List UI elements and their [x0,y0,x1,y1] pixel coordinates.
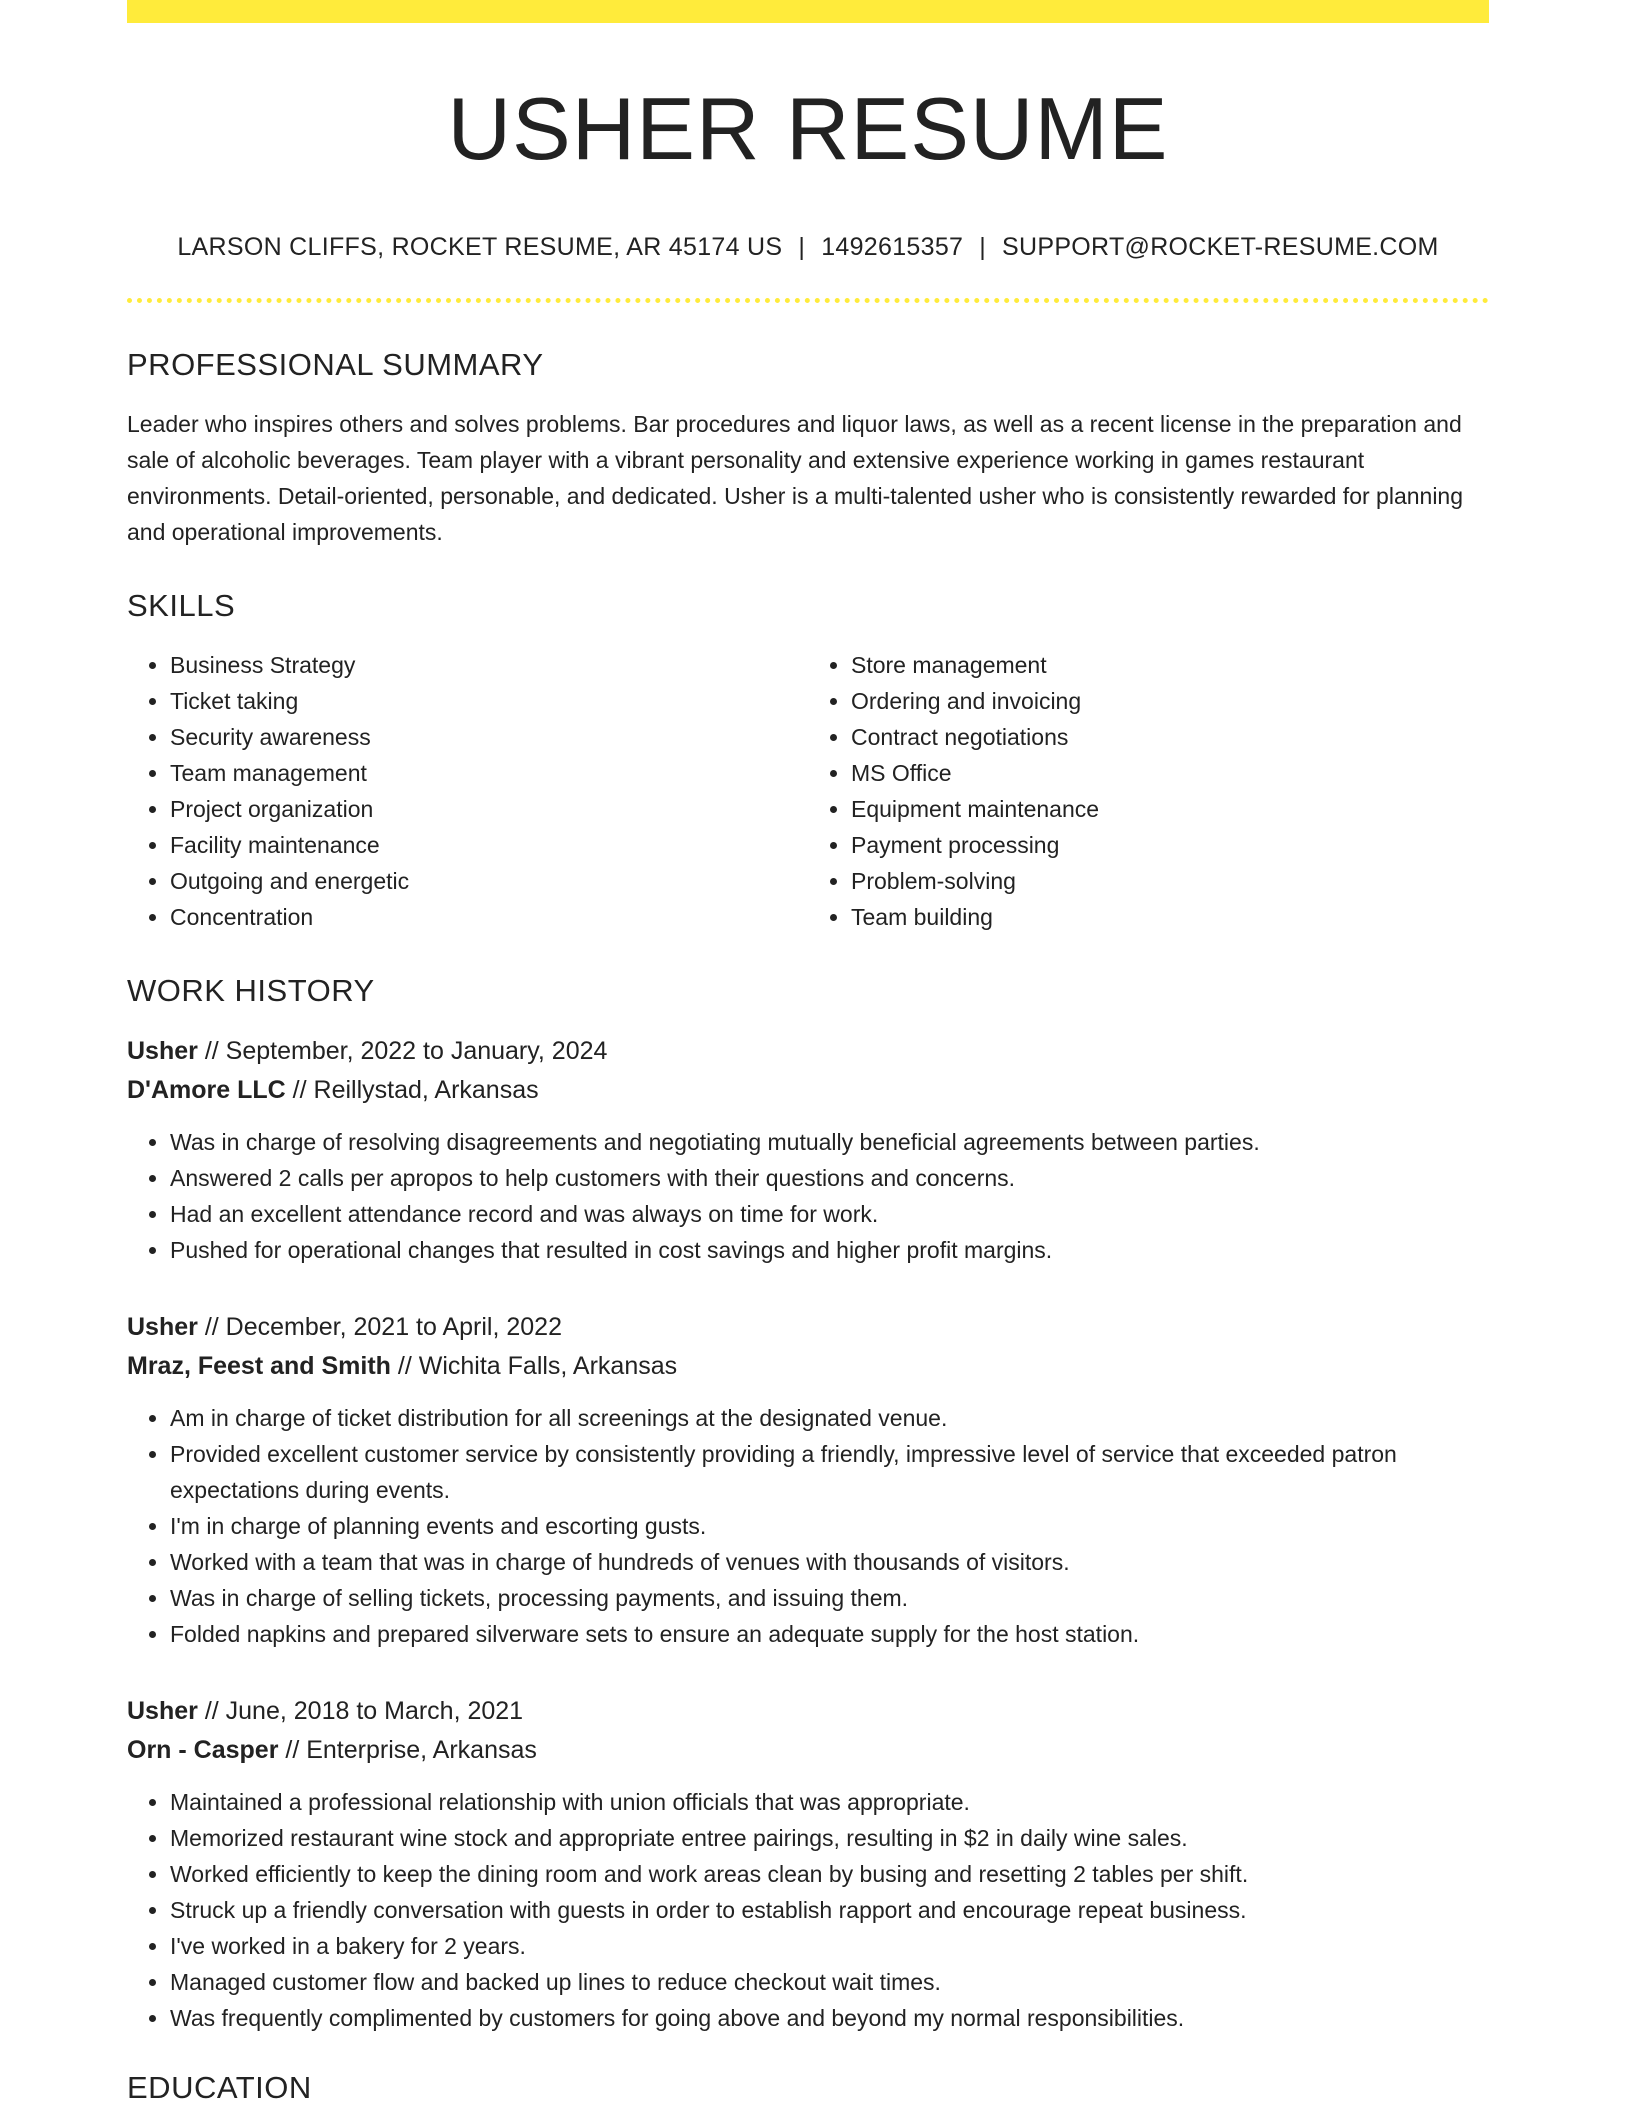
skill-item: • Team building [851,899,1489,935]
job-bullet: • Was frequently complimented by customers for going above and beyond my normal responsibilities. [170,2000,1489,2036]
skills-column-left [127,647,808,935]
job-bullet: • Maintained a professional relationship with union officials that was appropriate. [170,1784,1489,1820]
skills-heading: SKILLS [127,588,236,623]
job-role: Usher [127,1313,198,1341]
skill-item: • Payment processing [851,827,1489,863]
job-entry [127,1692,1489,2036]
contact-email: SUPPORT@ROCKET-RESUME.COM [1002,233,1439,261]
job-bullets [127,1400,1489,1652]
job-bullet: • Had an excellent attendance record and was always on time for work. [170,1196,1489,1232]
job-location: // Wichita Falls, Arkansas [390,1352,678,1380]
job-bullet: • Was in charge of selling tickets, processing payments, and issuing them. [170,1580,1489,1616]
job-bullet: • Am in charge of ticket distribution for all screenings at the designated venue. [170,1400,1489,1436]
job-company: Mraz, Feest and Smith [127,1352,391,1380]
job-company: Orn - Casper [127,1736,279,1764]
contact-separator: | [979,233,987,261]
skill-item: • Equipment maintenance [851,791,1489,827]
job-entry [127,1032,1489,1268]
skills-list [127,647,1489,935]
skill-item: • Outgoing and energetic [170,863,808,899]
skill-item: • MS Office [851,755,1489,791]
job-bullets [127,1784,1489,2036]
job-role: Usher [127,1037,198,1065]
job-bullet: • Worked efficiently to keep the dining room and work areas clean by busing and resetting 2 tables per shift. [170,1856,1489,1892]
skill-item: • Ticket taking [170,683,808,719]
dotted-divider [127,298,1489,303]
job-location: // Reillystad, Arkansas [285,1076,539,1104]
job-role-line [127,1032,1489,1071]
top-accent-bar [127,0,1489,23]
summary-text: Leader who inspires others and solves problems. Bar procedures and liquor laws, as well as a recent license in the preparation and sale of alcoholic beverages. Team player with a vibrant personality and extensive experience working in games restaurant environments. Detail-oriented, personable, and dedicated. Usher is a multi-talented usher who is consistently rewarded for planning and operational improvements. [127,411,1464,545]
job-bullet: • Managed customer flow and backed up lines to reduce checkout wait times. [170,1964,1489,2000]
work-history-heading: WORK HISTORY [127,973,375,1008]
skill-item: • Ordering and invoicing [851,683,1489,719]
job-bullet: • Folded napkins and prepared silverware sets to ensure an adequate supply for the host station. [170,1616,1489,1652]
skills-column-right [808,647,1489,935]
resume-page [127,0,1489,2103]
job-bullets [127,1124,1489,1268]
job-entry [127,1308,1489,1652]
job-role-line [127,1692,1489,1731]
job-bullet: • Memorized restaurant wine stock and appropriate entree pairings, resulting in $2 in daily wine sales. [170,1820,1489,1856]
skill-item: • Team management [170,755,808,791]
education-heading: EDUCATION [127,2070,312,2105]
contact-line [127,235,1489,260]
job-role-line [127,1308,1489,1347]
skill-item: • Facility maintenance [170,827,808,863]
job-dates: // June, 2018 to March, 2021 [197,1697,524,1725]
skill-item: • Project organization [170,791,808,827]
job-dates: // December, 2021 to April, 2022 [197,1313,562,1341]
contact-address: LARSON CLIFFS, ROCKET RESUME, AR 45174 US [177,233,783,261]
job-bullet: • Struck up a friendly conversation with guests in order to establish rapport and encourage repeat business. [170,1892,1489,1928]
job-company: D'Amore LLC [127,1076,286,1104]
contact-separator: | [798,233,806,261]
skill-item: • Contract negotiations [851,719,1489,755]
skill-item: • Business Strategy [170,647,808,683]
skill-item: • Security awareness [170,719,808,755]
job-bullet: • I've worked in a bakery for 2 years. [170,1928,1489,1964]
job-company-line [127,1071,1489,1110]
contact-phone: 1492615357 [821,233,964,261]
job-bullet: • I'm in charge of planning events and escorting gusts. [170,1508,1489,1544]
job-bullet: • Pushed for operational changes that resulted in cost savings and higher profit margins. [170,1232,1489,1268]
job-bullet: • Provided excellent customer service by consistently providing a friendly, impressive level of service that exceeded patron expectations during events. [170,1436,1489,1508]
job-bullet: • Answered 2 calls per apropos to help customers with their questions and concerns. [170,1160,1489,1196]
job-role: Usher [127,1697,198,1725]
skill-item: • Store management [851,647,1489,683]
job-location: // Enterprise, Arkansas [278,1736,537,1764]
job-company-line [127,1347,1489,1386]
job-dates: // September, 2022 to January, 2024 [197,1037,608,1065]
skill-item: • Concentration [170,899,808,935]
job-company-line [127,1731,1489,1770]
job-bullet: • Worked with a team that was in charge of hundreds of venues with thousands of visitors. [170,1544,1489,1580]
resume-title: USHER RESUME [447,79,1169,178]
job-bullet: • Was in charge of resolving disagreements and negotiating mutually beneficial agreements between parties. [170,1124,1489,1160]
summary-heading: PROFESSIONAL SUMMARY [127,347,544,382]
skill-item: • Problem-solving [851,863,1489,899]
